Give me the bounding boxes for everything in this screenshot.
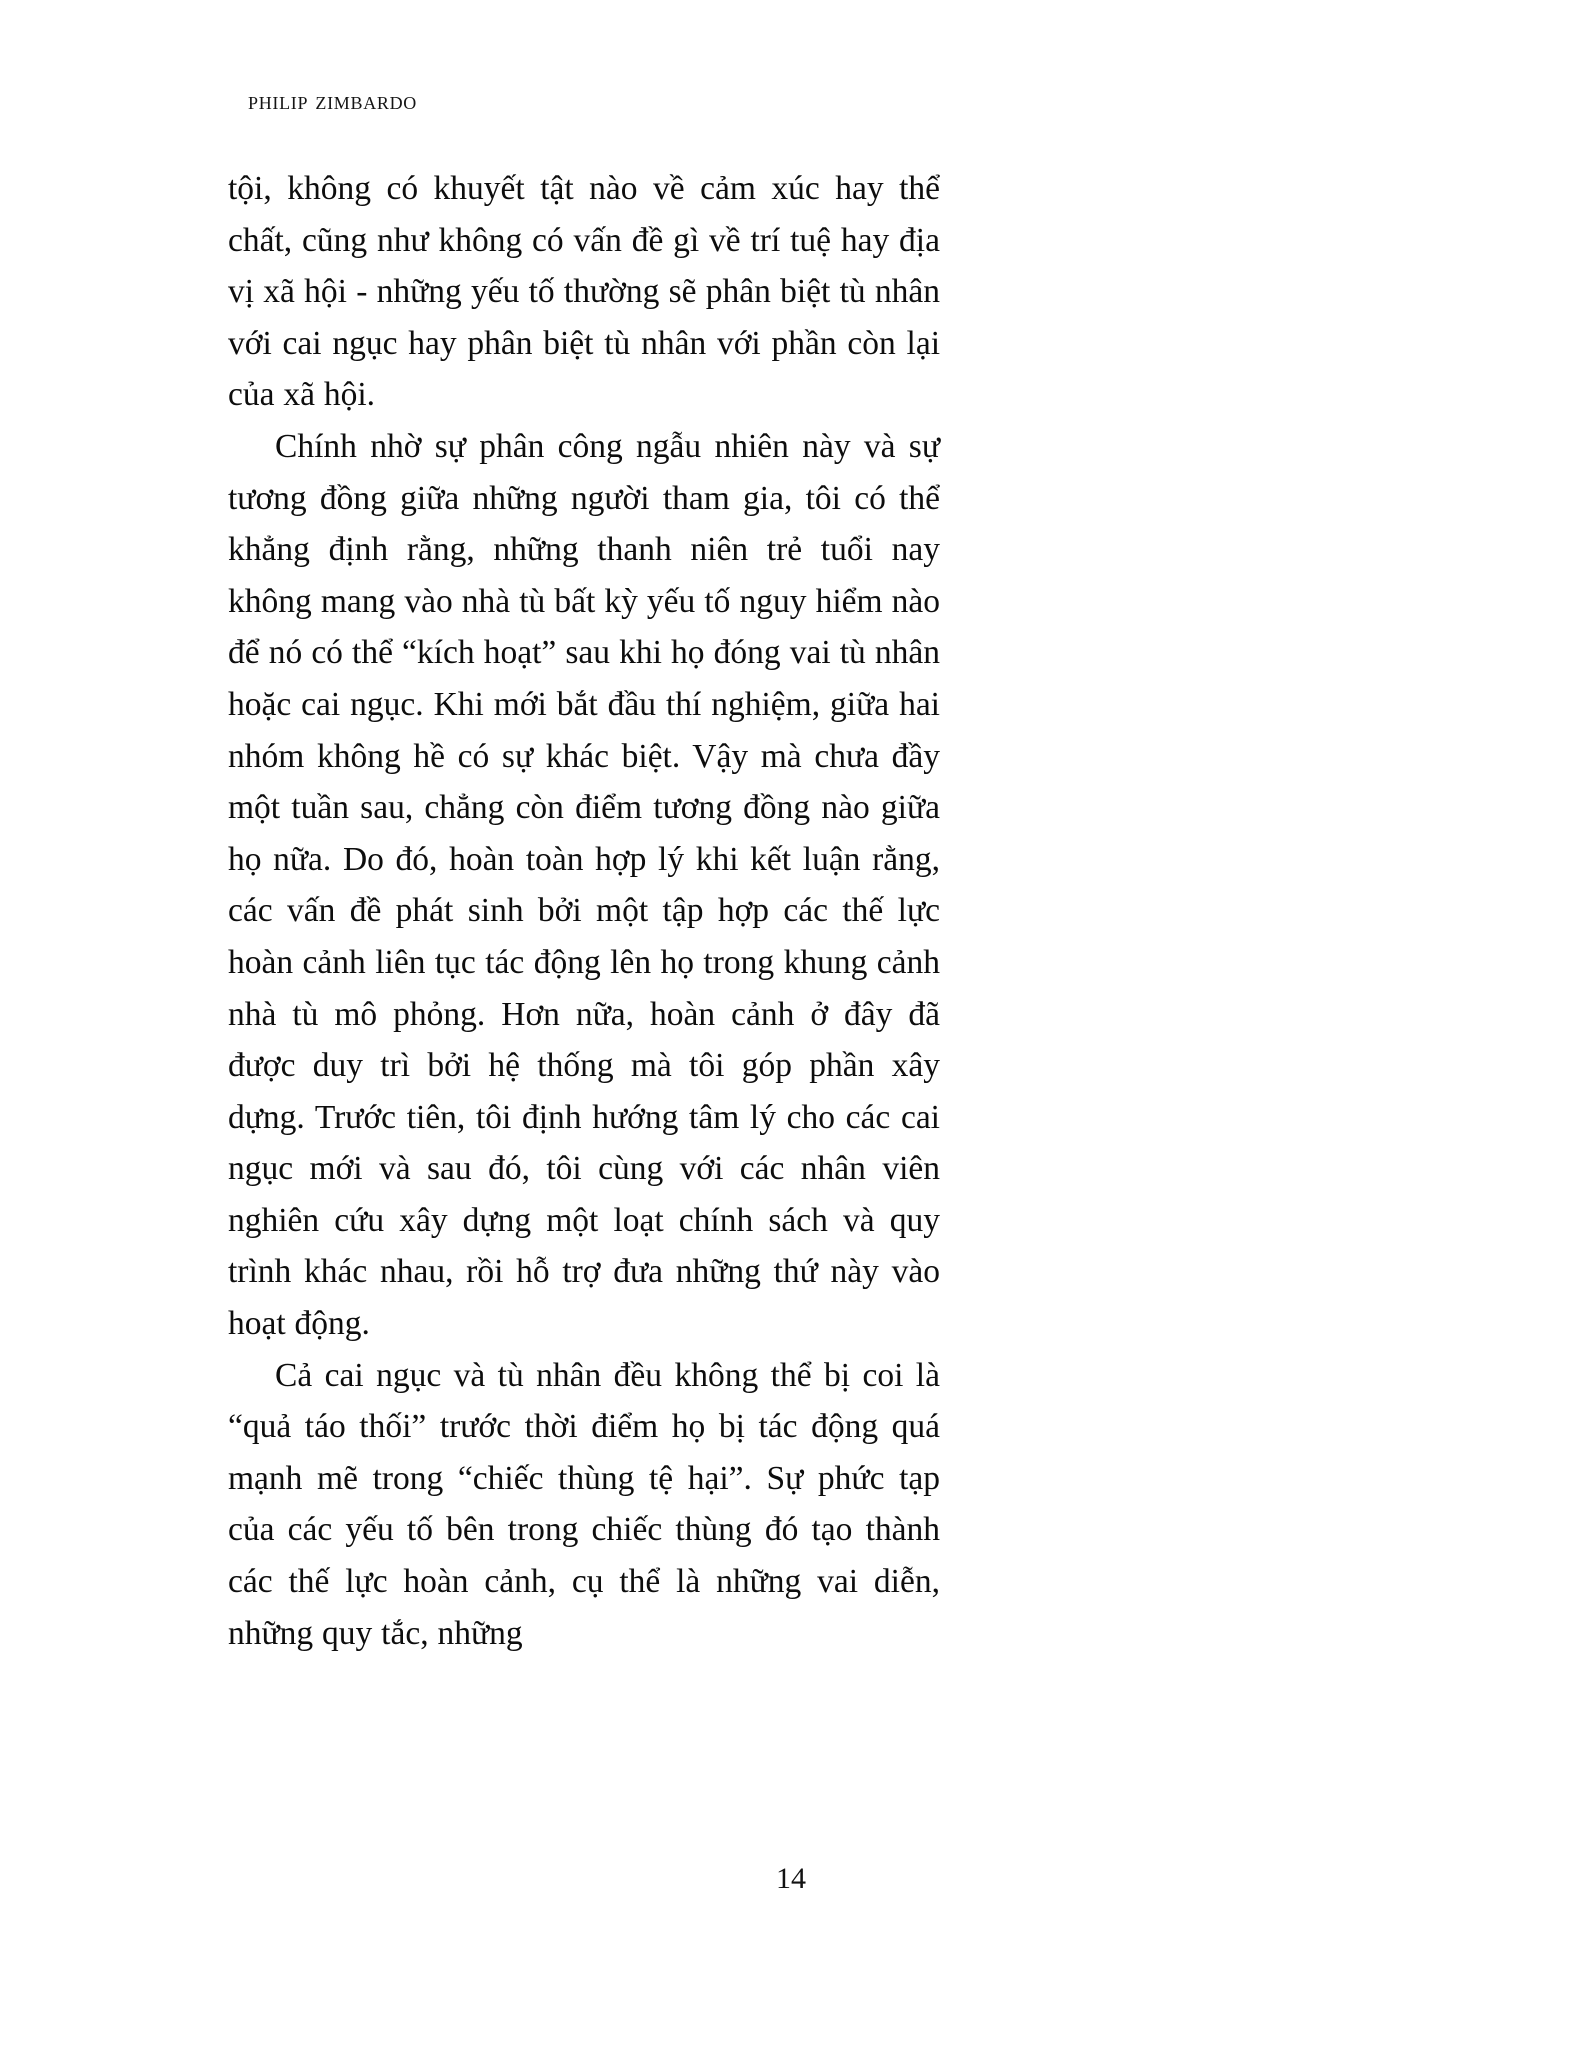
paragraph: Cả cai ngục và tù nhân đều không thể bị coi là “quả táo thối” trước thời điểm họ bị tác động quá mạnh mẽ trong “chiếc thùng tệ hại”. Sự phức tạp của các yếu tố bên trong chiếc thùng đó tạo thành các thế lực hoàn cảnh, cụ thể là những vai diễn, những quy tắc, những [228, 1356, 940, 1652]
running-head-author: philip zimbardo [248, 86, 418, 115]
body-text [228, 163, 940, 1659]
page-number: 14 [776, 1862, 806, 1895]
paragraph: Chính nhờ sự phân công ngẫu nhiên này và sự tương đồng giữa những người tham gia, tôi có thể khẳng định rằng, những thanh niên trẻ tuổi nay không mang vào nhà tù bất kỳ yếu tố nguy hiểm nào để nó có thể “kích hoạt” sau khi họ đóng vai tù nhân hoặc cai ngục. Khi mới bắt đầu thí nghiệm, giữa hai nhóm không hề có sự khác biệt. Vậy mà chưa đầy một tuần sau, chẳng còn điểm tương đồng nào giữa họ nữa. Do đó, hoàn toàn hợp lý khi kết luận rằng, các vấn đề phát sinh bởi một tập hợp các thế lực hoàn cảnh liên tục tác động lên họ trong khung cảnh nhà tù mô phỏng. Hơn nữa, hoàn cảnh ở đây đã được duy trì bởi hệ thống mà tôi góp phần xây dựng. Trước tiên, tôi định hướng tâm lý cho các cai ngục mới và sau đó, tôi cùng với các nhân viên nghiên cứu xây dựng một loạt chính sách và quy trình khác nhau, rồi hỗ trợ đưa những thứ này vào hoạt động. [228, 427, 940, 1343]
running-head [248, 86, 1148, 116]
paragraph: tội, không có khuyết tật nào về cảm xúc hay thể chất, cũng như không có vấn đề gì về trí tuệ hay địa vị xã hội - những yếu tố thường sẽ phân biệt tù nhân với cai ngục hay phân biệt tù nhân với phần còn lại của xã hội. [228, 170, 940, 414]
